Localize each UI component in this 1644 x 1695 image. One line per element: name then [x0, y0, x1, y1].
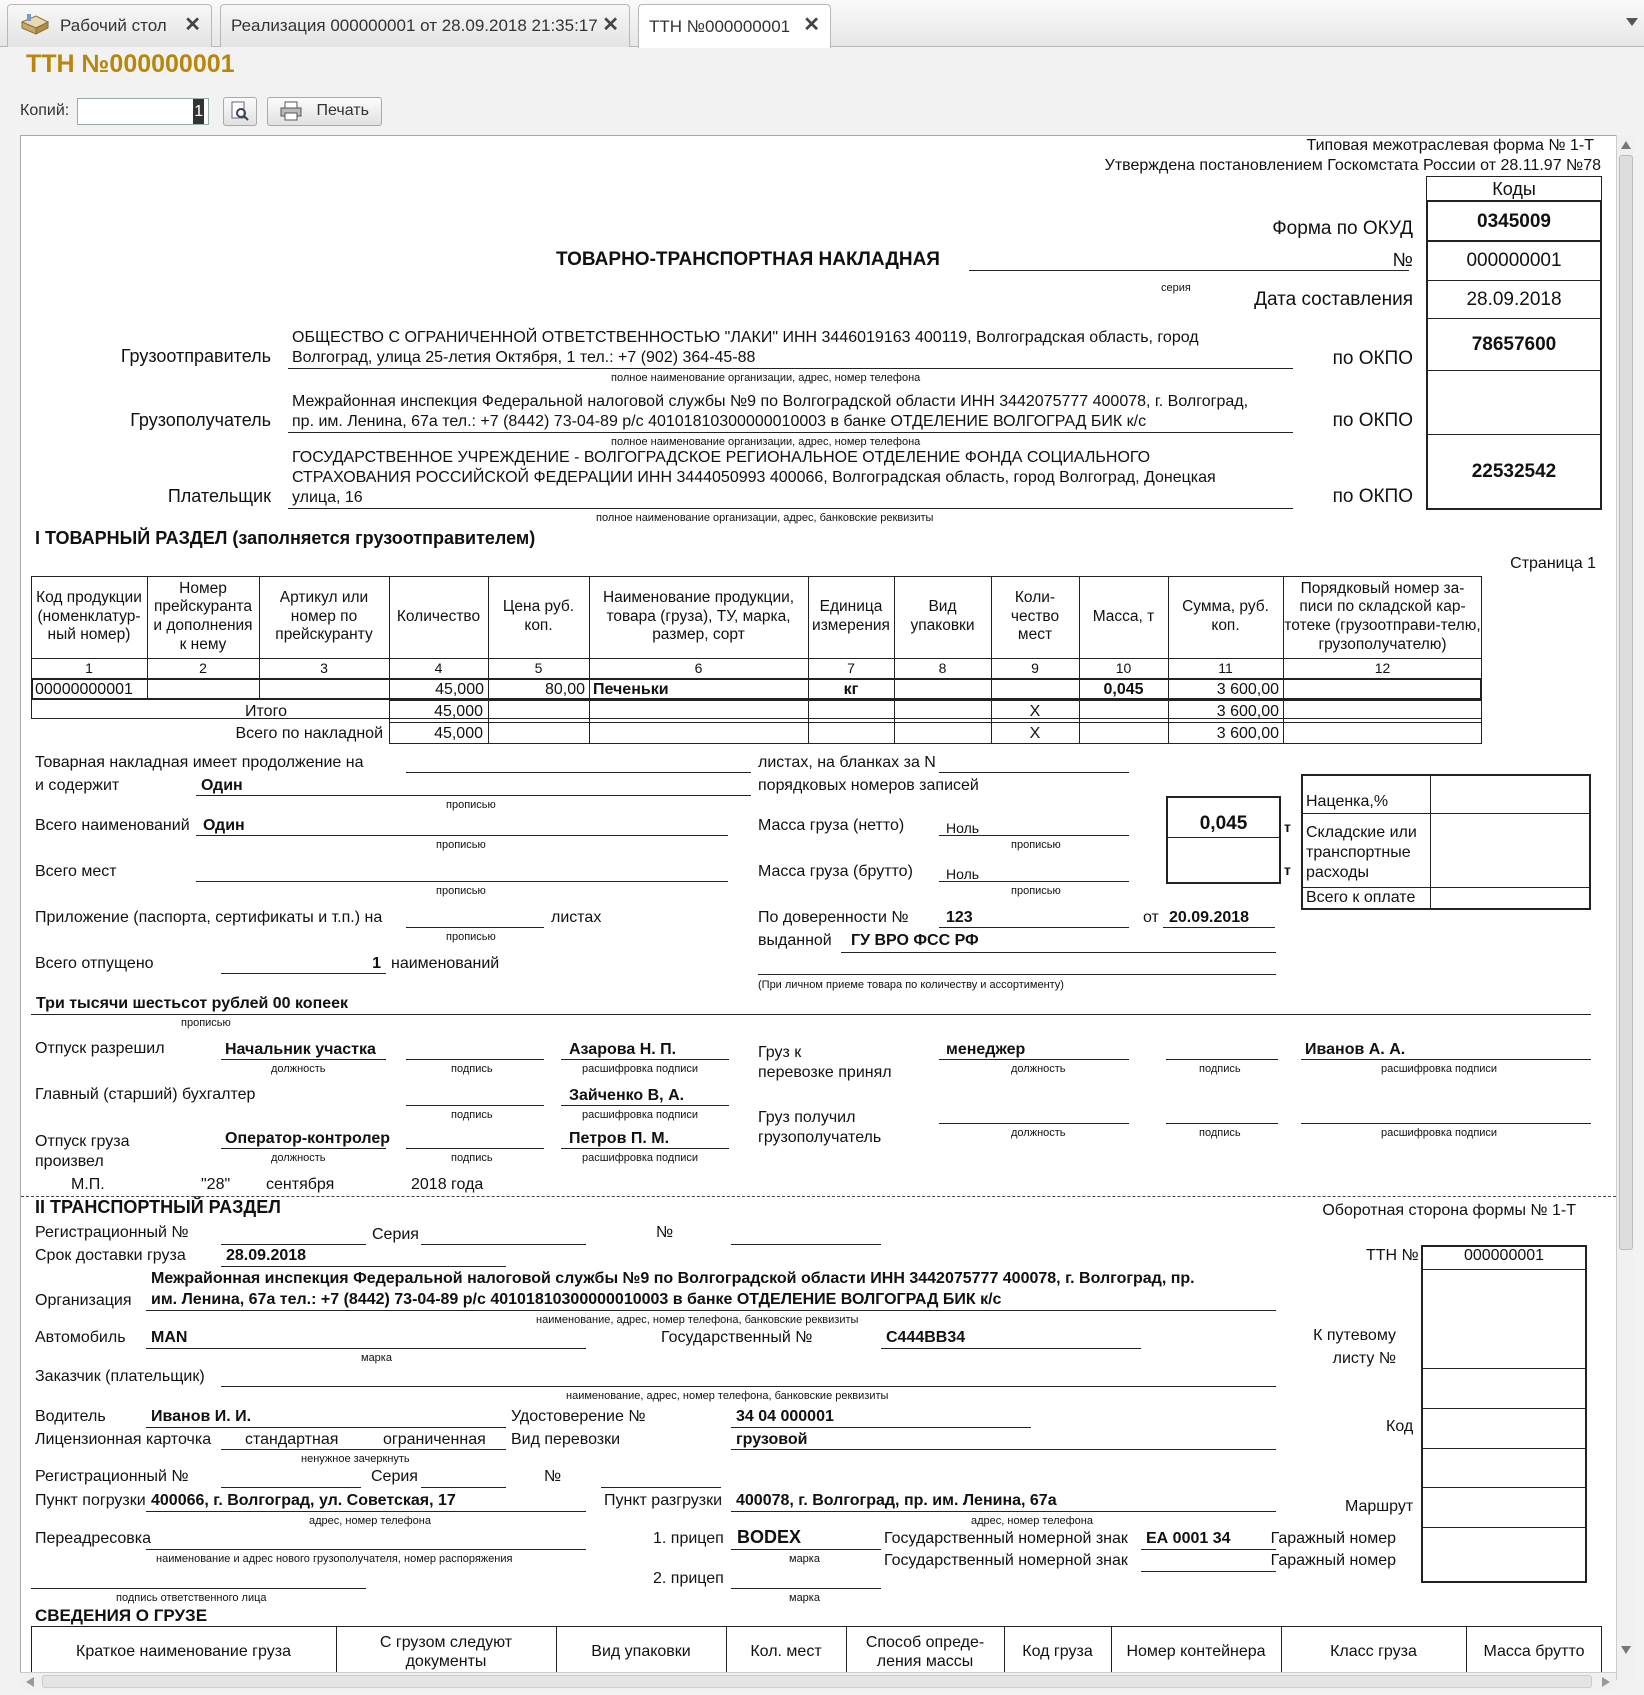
cargo-header-cell: Масса брутто [1483, 1643, 1585, 1661]
column-number: 5 [534, 660, 543, 676]
cargo-header-cell: С грузом следуют документы [379, 1633, 513, 1670]
loading-point-value: 400066, г. Волгоград, ул. Советская, 17 [151, 1492, 456, 1509]
garage-label: Гаражный номер [1270, 1552, 1396, 1569]
column-number: 9 [1031, 660, 1039, 676]
column-number: 3 [320, 660, 328, 676]
trailer-1-value: BODEX [737, 1527, 802, 1547]
caption: прописью [436, 839, 486, 851]
vertical-scrollbar[interactable] [1616, 135, 1634, 1680]
caption: расшифровка подписи [582, 1063, 699, 1075]
stamp-place: М.П. [71, 1176, 105, 1193]
allowed-label: Отпуск разрешил [35, 1040, 165, 1057]
cargo-header-cell: Номер контейнера [1126, 1643, 1266, 1661]
table-header-cell: Порядковый номер за-писи по складской кар-тотеке (грузоотправи-телю, грузополучателю) [1284, 579, 1481, 653]
accountant-label: Главный (старший) бухгалтер [35, 1086, 256, 1103]
grand-places: X [1029, 725, 1041, 742]
sheets-label: листах [551, 909, 602, 926]
accepted-name: Иванов А. А. [1305, 1041, 1406, 1058]
transport-codes-box [1421, 1245, 1587, 1583]
caption: должность [1011, 1127, 1066, 1139]
caption: расшифровка подписи [1381, 1127, 1498, 1139]
scroll-left-icon[interactable] [26, 1677, 34, 1687]
table-header-cell: Масса, т [1092, 607, 1155, 625]
scroll-right-icon[interactable] [1602, 1677, 1610, 1687]
date-day: "28" [201, 1176, 231, 1193]
net-mass-words: Ноль [946, 820, 980, 836]
tab-realization[interactable] [220, 4, 630, 47]
ttn-label: ТТН № [1366, 1247, 1419, 1264]
table-header-cell: Цена руб. коп. [502, 598, 575, 634]
table-cell: 00000000001 [35, 681, 133, 698]
table-cell [995, 681, 1075, 699]
page-title: ТТН №000000001 [26, 50, 235, 78]
close-icon[interactable]: ✕ [184, 14, 201, 36]
garage-label: Гаражный номер [1270, 1530, 1396, 1547]
print-button[interactable] [267, 97, 382, 126]
card-limited: ограниченная [383, 1431, 486, 1448]
loading-point-label: Пункт погрузки [35, 1492, 146, 1509]
payer-line-1: ГОСУДАРСТВЕННОЕ УЧРЕЖДЕНИЕ - ВОЛГОГРАДСКОЕ РЕГИОНАЛЬНОЕ ОТДЕЛЕНИЕ ФОНДА СОЦИАЛЬНОГО [292, 449, 1151, 466]
consignee-line-2: пр. им. Ленина, 67а тел.: +7 (8442) 73-04-89 р/с 40101810300000010003 в банке ОТДЕЛЕНИЕ ВОЛГОГРАД БИК к/с [292, 413, 1147, 430]
table-header-cell: Коли-чество мест [1010, 589, 1060, 644]
proxy-number: 123 [946, 909, 973, 926]
redirect-label: Переадресовка [35, 1530, 152, 1547]
payer-caption: полное наименование организации, адрес, банковские реквизиты [596, 512, 934, 524]
gross-mass-words: Ноль [946, 866, 980, 882]
table-cell: 0,045 [1103, 681, 1144, 698]
total-label: Итого [245, 703, 287, 720]
mass-box [1166, 796, 1281, 884]
table-cell: 3 600,00 [1216, 681, 1279, 698]
grand-sum: 3 600,00 [1216, 725, 1279, 742]
produced-label: произвел [35, 1153, 104, 1170]
caption: подпись [451, 1152, 493, 1164]
names-label: Всего наименований [35, 817, 190, 834]
trailer-2-label: 2. прицеп [653, 1570, 724, 1587]
places-label: Всего мест [35, 863, 117, 880]
series-label: Серия [371, 1468, 418, 1485]
chevron-down-icon[interactable] [1626, 18, 1638, 26]
payer-line-3: улица, 16 [292, 489, 363, 506]
delivery-term-value: 28.09.2018 [226, 1247, 307, 1264]
driver-value: Иванов И. И. [151, 1408, 252, 1425]
total-qty: 45,000 [434, 703, 483, 720]
desktop-icon [18, 12, 52, 40]
caption: прописью [446, 931, 496, 943]
column-number: 7 [847, 660, 855, 676]
allowed-position: Начальник участка [225, 1041, 376, 1058]
accepted-label: перевозке принял [758, 1064, 892, 1081]
shipper-caption: полное наименование организации, адрес, номер телефона [611, 372, 921, 384]
caption: ненужное зачеркнуть [301, 1453, 410, 1465]
toolbar [20, 96, 382, 126]
shipper-label: Грузоотправитель [120, 346, 271, 366]
table-header-cell: Код продукции (номенклатур-ный номер) [36, 589, 142, 644]
names-value: Один [203, 817, 245, 834]
caption: подпись [1199, 1063, 1241, 1075]
close-icon[interactable]: ✕ [803, 14, 820, 36]
table-header-cell: Артикул или номер по прейскуранту [275, 589, 373, 644]
mass-value: 0,045 [1199, 813, 1248, 834]
released-label: Всего отпущено [35, 955, 154, 972]
produced-name: Петров П. М. [569, 1130, 670, 1147]
customer-label: Заказчик (плательщик) [35, 1368, 205, 1385]
table-cell [898, 681, 987, 699]
caption: прописью [1011, 885, 1061, 897]
payer-line-2: СТРАХОВАНИЯ РОССИЙСКОЙ ФЕДЕРАЦИИ ИНН 3444050993 400066, Волгоградская область, город Волгоград, Донецкая [292, 469, 1216, 486]
page-number: Страница 1 [1510, 555, 1596, 572]
date-month: сентября [266, 1176, 335, 1193]
contains-label: и содержит [35, 777, 120, 794]
column-number: 8 [938, 660, 947, 676]
produced-label: Отпуск груза [35, 1133, 130, 1150]
net-mass-label: Масса груза (нетто) [758, 817, 905, 834]
table-cell: 45,000 [435, 681, 484, 698]
released-count: 1 [372, 955, 381, 972]
column-number: 12 [1374, 660, 1391, 676]
tab-ttn[interactable] [638, 4, 831, 48]
consignee-label: Грузополучатель [130, 410, 271, 430]
trailer-1-gos-value: ЕА 0001 34 [1146, 1530, 1231, 1547]
date-label: Дата составления [1254, 289, 1413, 310]
column-number: 2 [199, 660, 207, 676]
reverse-side-label: Оборотная сторона формы № 1-Т [1322, 1202, 1576, 1219]
gos-number-value: С444ВВ34 [886, 1329, 966, 1346]
ttn-number: 000000001 [1466, 250, 1562, 271]
number-label: № [1392, 250, 1413, 271]
org-label: Организация [35, 1292, 132, 1309]
caption: подпись [451, 1109, 493, 1121]
consignee-line-1: Межрайонная инспекция Федеральной налоговой службы №9 по Волгоградской области ИНН 3442075777 400078, г. Волгоград, [292, 393, 1249, 410]
consignee-caption: полное наименование организации, адрес, номер телефона [611, 436, 921, 448]
number-label: № [544, 1468, 562, 1485]
allowed-name: Азарова Н. П. [569, 1041, 677, 1058]
okud-label: Форма по ОКУД [1272, 218, 1413, 239]
section-1-title: I ТОВАРНЫЙ РАЗДЕЛ (заполняется грузоотправителем) [35, 528, 536, 548]
caption: марка [361, 1352, 392, 1364]
tab-label: Реализация 000000001 от 28.09.2018 21:35:17 [231, 16, 598, 35]
section-2-title: II ТРАНСПОРТНЫЙ РАЗДЕЛ [35, 1197, 281, 1217]
shipper-line-1: ОБЩЕСТВО С ОГРАНИЧЕННОЙ ОТВЕТСТВЕННОСТЬЮ "ЛАКИ" ИНН 3446019163 400119, Волгоградская область, город [292, 329, 1199, 346]
table-header-cell: Наименование продукции, товара (груза), ТУ, марка, размер, сорт [602, 589, 795, 644]
ttn-date: 28.09.2018 [1466, 289, 1562, 310]
table-header-cell: Количество [396, 607, 481, 625]
sum-in-words: Три тысячи шестьсот рублей 00 копеек [36, 995, 349, 1012]
proxy-label: По доверенности № [758, 909, 909, 926]
accepted-position: менеджер [946, 1041, 1026, 1058]
tab-bar [0, 0, 1644, 47]
caption: марка [789, 1553, 820, 1565]
cargo-header-cell: Способ опреде-ления массы [865, 1633, 985, 1670]
cargo-header-cell: Краткое наименование груза [76, 1643, 291, 1661]
cargo-title: СВЕДЕНИЯ О ГРУЗЕ [35, 1606, 208, 1625]
close-icon[interactable]: ✕ [602, 14, 619, 36]
caption: наименование и адрес нового грузополучателя, номер распоряжения [156, 1553, 513, 1565]
horizontal-scrollbar[interactable] [20, 1672, 1616, 1690]
caption: подпись [1199, 1127, 1241, 1139]
issued-value: ГУ ВРО ФСС РФ [851, 932, 979, 949]
card-label: Лицензионная карточка [35, 1431, 212, 1448]
series-caption: серия [1161, 282, 1191, 294]
delivery-term-label: Срок доставки груза [35, 1247, 186, 1264]
ton-unit: т [1284, 862, 1291, 878]
document-view[interactable] [20, 135, 1622, 1680]
okud-value: 0345009 [1477, 211, 1551, 232]
form-header-1: Типовая межотраслевая форма № 1-Т [1306, 137, 1594, 154]
caption: адрес, номер телефона [309, 1515, 431, 1527]
gross-mass-label: Масса груза (брутто) [758, 863, 913, 880]
scroll-down-icon[interactable] [1621, 1646, 1631, 1654]
okpo-label: по ОКПО [1332, 348, 1413, 369]
caption: подпись ответственного лица [116, 1592, 267, 1604]
caption: прописью [446, 799, 496, 811]
payer-label: Плательщик [167, 486, 271, 506]
gos-number-label: Государственный № [661, 1329, 813, 1346]
table-cell: Печеньки [593, 681, 669, 698]
route-label: Маршрут [1345, 1498, 1414, 1515]
table-line [389, 722, 1482, 723]
caption: прописью [1011, 839, 1061, 851]
tab-label: ТТН №000000001 [649, 16, 791, 36]
caption: расшифровка подписи [582, 1109, 699, 1121]
cargo-header-cell: Кол. мест [750, 1643, 822, 1661]
copies-value: 1 [193, 99, 204, 124]
column-number: 1 [85, 660, 93, 676]
form-header-2: Утверждена постановлением Госкомстата России от 28.11.97 №78 [1104, 157, 1601, 174]
tab-desktop[interactable] [7, 4, 212, 47]
released-unit: наименований [391, 955, 500, 972]
grand-label: Всего по накладной [235, 725, 383, 742]
form-title: ТОВАРНО-ТРАНСПОРТНАЯ НАКЛАДНАЯ [556, 249, 940, 270]
series-label: Серия [372, 1226, 419, 1243]
personal-note: (При личном приеме товара по количеству и ассортименту) [758, 979, 1064, 991]
license-value: 34 04 000001 [736, 1408, 834, 1425]
license-label: Удостоверение № [511, 1408, 646, 1425]
driver-label: Водитель [35, 1408, 106, 1425]
table-header-cell: Вид упаковки [910, 598, 975, 634]
trailer-gos-label: Государственный номерной знак [884, 1530, 1128, 1547]
org-line-1: Межрайонная инспекция Федеральной налоговой службы №9 по Волгоградской области ИНН 3442075777 400078, г. Волгоград, пр. [151, 1270, 1195, 1287]
accountant-name: Зайченко В, А. [569, 1087, 685, 1104]
codes-label: Коды [1492, 179, 1536, 199]
car-value: MAN [151, 1329, 188, 1346]
codes-header [1426, 176, 1602, 200]
continuation-label: Товарная накладная имеет продолжение на [35, 754, 364, 771]
from-label: от [1143, 909, 1159, 926]
total-places: X [1029, 703, 1041, 720]
markup-label: Наценка,% [1306, 793, 1389, 810]
caption: подпись [451, 1063, 493, 1075]
caption: расшифровка подписи [582, 1152, 699, 1164]
caption: должность [271, 1152, 326, 1164]
date-year: 2018 года [411, 1176, 484, 1193]
kind-value: грузовой [736, 1431, 808, 1448]
preview-button[interactable] [223, 97, 257, 126]
reg-label: Регистрационный № [35, 1224, 189, 1241]
accepted-label: Груз к [758, 1044, 802, 1061]
proxy-date: 20.09.2018 [1169, 909, 1250, 926]
produced-position: Оператор-контролер [225, 1130, 391, 1147]
unloading-point-value: 400078, г. Волгоград, пр. им. Ленина, 67а [736, 1492, 1057, 1509]
number-label: № [656, 1224, 674, 1241]
okpo-label: по ОКПО [1332, 486, 1413, 507]
shipper-line-2: Волгоград, улица 25-летия Октября, 1 тел.: +7 (902) 364-45-88 [292, 349, 756, 366]
caption: прописью [436, 885, 486, 897]
caption: адрес, номер телефона [971, 1515, 1093, 1527]
printer-icon [280, 101, 302, 121]
table-cell: кг [843, 681, 859, 698]
column-number: 4 [434, 660, 443, 676]
storage-label: Складские или транспортные расходы [1306, 824, 1417, 881]
table-cell [151, 681, 255, 699]
okpo-label: по ОКПО [1332, 410, 1413, 431]
scroll-thumb[interactable] [1619, 155, 1633, 1250]
table-header-cell: Единица измерения [812, 598, 890, 634]
payer-okpo: 22532542 [1471, 461, 1557, 482]
cargo-header-cell: Вид упаковки [591, 1643, 691, 1661]
reg-label: Регистрационный № [35, 1468, 189, 1485]
received-label: грузополучатель [758, 1129, 882, 1146]
org-line-2: им. Ленина, 67а тел.: +7 (8442) 73-04-89 р/с 40101810300000010003 в банке ОТДЕЛЕНИЕ ВОЛГОГРАД БИК к/с [151, 1291, 1002, 1308]
shipper-okpo: 78657600 [1471, 334, 1557, 355]
caption: наименование, адрес, номер телефона, банковские реквизиты [536, 1314, 859, 1326]
table-line [31, 658, 1482, 659]
copies-input[interactable] [77, 98, 209, 125]
grand-qty: 45,000 [434, 725, 483, 742]
contains-value: Один [201, 777, 243, 794]
unloading-point-label: Пункт разгрузки [604, 1492, 723, 1509]
car-label: Автомобиль [35, 1329, 126, 1346]
to-pay-label: Всего к оплате [1306, 889, 1416, 906]
table-cell [1287, 681, 1478, 699]
column-number: 11 [1218, 660, 1233, 676]
trailer-1-label: 1. прицеп [653, 1530, 724, 1547]
trailer-gos-label: Государственный номерной знак [884, 1552, 1128, 1569]
table-cell [263, 681, 385, 699]
print-label: Печать [316, 102, 369, 119]
table-cell: 80,00 [544, 681, 585, 698]
records-label: порядковых номеров записей [758, 777, 979, 794]
scroll-up-icon[interactable] [1621, 141, 1631, 149]
copies-label: Копий: [20, 102, 70, 119]
caption: прописью [181, 1017, 231, 1029]
cargo-header-cell: Код груза [1022, 1643, 1093, 1661]
kind-label: Вид перевозки [511, 1431, 621, 1448]
code-label: Код [1386, 1418, 1414, 1435]
tab-label: Рабочий стол [60, 16, 167, 35]
ton-unit: т [1284, 819, 1291, 835]
caption: расшифровка подписи [1381, 1063, 1498, 1075]
blanks-label: листах, на бланках за N [758, 754, 936, 771]
total-sum: 3 600,00 [1216, 703, 1279, 720]
waybill-label: К путевому листу № [1313, 1327, 1396, 1368]
issued-label: выданной [758, 932, 832, 949]
caption: наименование, адрес, номер телефона, банковские реквизиты [566, 1390, 889, 1402]
table-header-cell: Номер прейскуранта и дополнения к нему [153, 579, 253, 653]
column-number: 6 [694, 660, 703, 676]
card-standard: стандартная [245, 1431, 339, 1448]
caption: должность [271, 1063, 326, 1075]
attachment-label: Приложение (паспорта, сертификаты и т.п.) на [35, 909, 383, 926]
preview-icon [229, 100, 251, 122]
caption: марка [789, 1592, 820, 1604]
cargo-header-cell: Класс груза [1330, 1643, 1417, 1661]
received-label: Груз получил [758, 1109, 856, 1126]
table-header-cell: Сумма, руб. коп. [1182, 598, 1269, 634]
caption: должность [1011, 1063, 1066, 1075]
ttn-value: 000000001 [1463, 1247, 1545, 1264]
scroll-thumb[interactable] [42, 1675, 1592, 1688]
column-number: 10 [1115, 660, 1132, 676]
